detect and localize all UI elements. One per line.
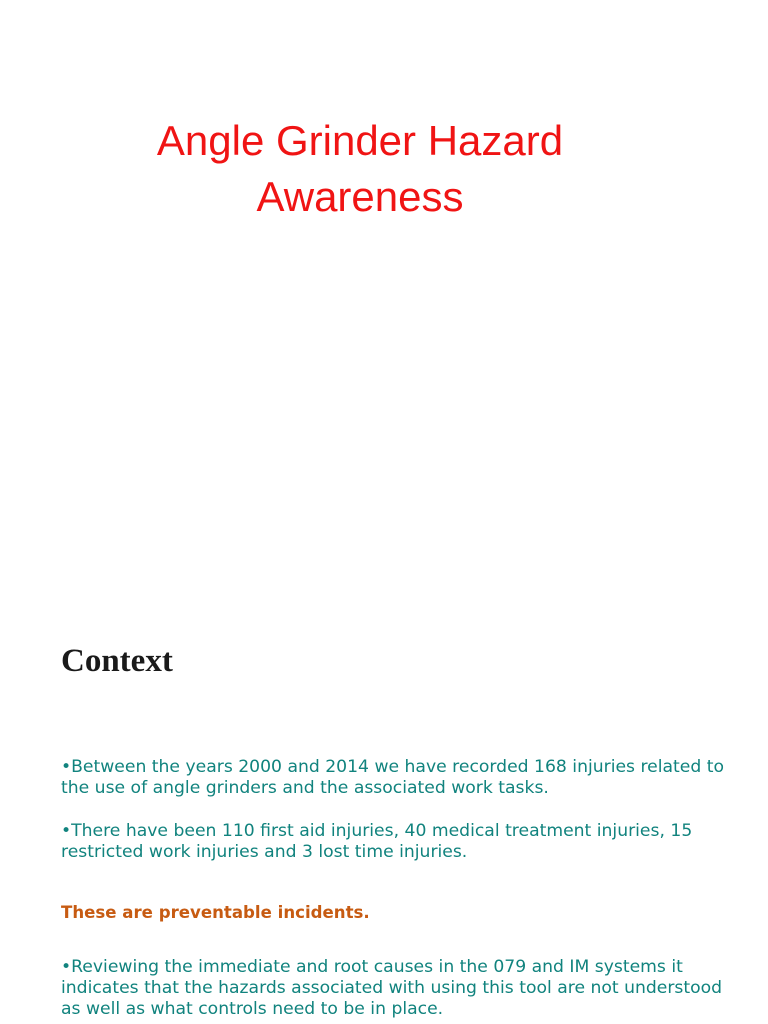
- slide-title: Angle Grinder Hazard Awareness: [156, 117, 564, 220]
- paragraph-injury-summary: •Between the years 2000 and 2014 we have recorded 168 injuries related to the use of angle grinders and the associated work tasks.: [61, 757, 724, 798]
- paragraph-injury-breakdown: •There have been 110 first aid injuries, 40 medical treatment injuries, 15 restricted work injuries and 3 lost time injuries.: [61, 821, 693, 862]
- paragraph-root-causes: •Reviewing the immediate and root causes in the 079 and IM systems it indicates that the hazards associated with using this tool are not understood as well as what controls need to be in place.: [61, 957, 723, 1019]
- preventable-incidents-callout: These are preventable incidents.: [61, 903, 370, 922]
- section-heading-context: Context: [61, 643, 173, 679]
